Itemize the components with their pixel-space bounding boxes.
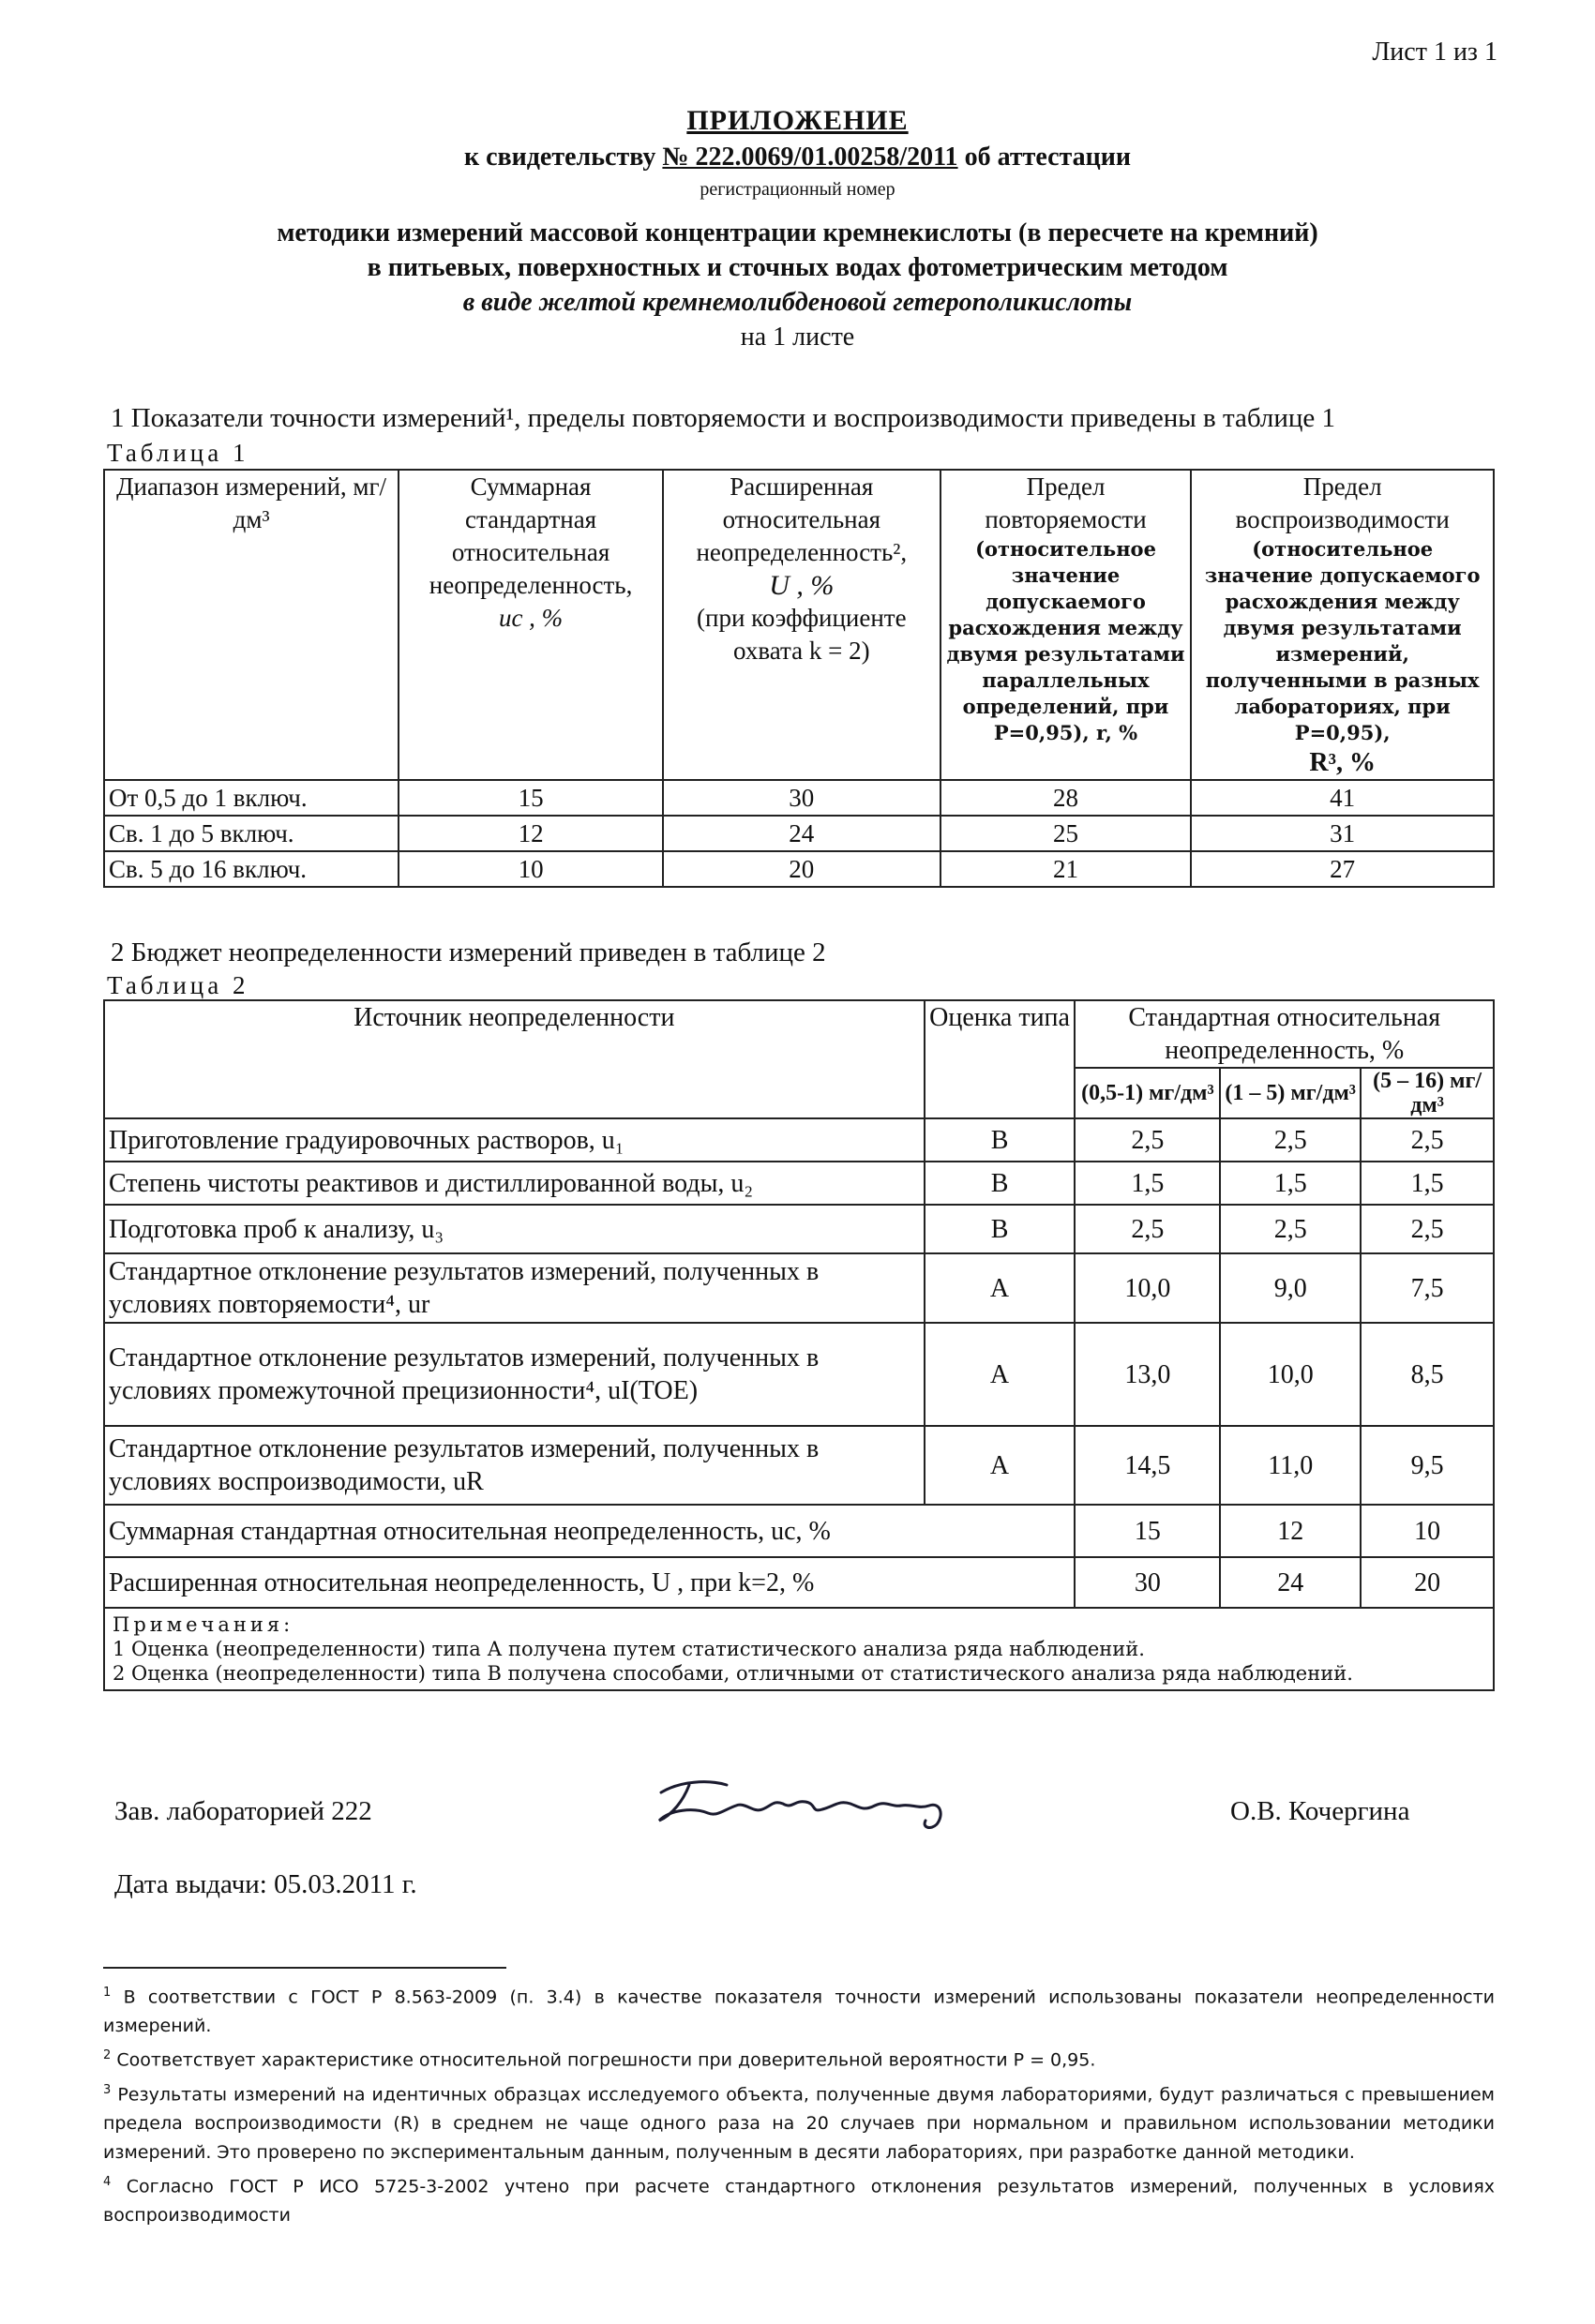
header-uc: Суммарная стандартная относительная неопределенность, uс , % [399, 470, 663, 780]
cell-type: A [925, 1426, 1076, 1505]
cell-R: 41 [1191, 780, 1494, 816]
cell-value: 14,5 [1075, 1426, 1220, 1505]
table-header-row [104, 1000, 1494, 1068]
cell-value: 2,5 [1220, 1205, 1361, 1253]
cell-type: B [925, 1162, 1076, 1205]
header-type: Оценка типа [925, 1000, 1076, 1118]
cell-source: Приготовление градуировочных растворов, u₁ [104, 1118, 925, 1162]
cell-value: 15 [1075, 1505, 1220, 1557]
table-row [104, 1323, 1494, 1426]
cell-source: Подготовка проб к анализу, u₃ [104, 1205, 925, 1253]
header-range-1: (0,5-1) мг/дм³ [1075, 1068, 1220, 1118]
signatory-position: Зав. лабораторией 222 [114, 1796, 372, 1826]
cell-value: 30 [1075, 1557, 1220, 1608]
cell-value: 2,5 [1361, 1118, 1494, 1162]
footnote-2: $^2$ Соответствует характеристике относительной погрешности при доверительной вероятности P = 0,95. [103, 2048, 1096, 2071]
cell-U: 20 [663, 851, 940, 887]
section-2-text: 2 Бюджет неопределенности измерений приведен в таблице 2 [111, 937, 826, 967]
cell-type: B [925, 1205, 1076, 1253]
cell-value: 2,5 [1075, 1205, 1220, 1253]
header-source: Источник неопределенности [104, 1000, 925, 1118]
table-2-caption: Таблица 2 [107, 971, 249, 999]
table-row [104, 1253, 1494, 1323]
cell-uc: 12 [399, 816, 663, 851]
handwritten-signature [652, 1772, 971, 1842]
cell-value: 8,5 [1361, 1323, 1494, 1426]
cert-suffix: об аттестации [957, 142, 1132, 172]
table-row [104, 1205, 1494, 1253]
registration-note: регистрационный номер [700, 179, 895, 200]
header-repeatability: Предел повторяемости (относительное значение допускаемого расхождения между двумя результатами параллельных определений, при P=0,95), r, % [940, 470, 1192, 780]
cell-value: 7,5 [1361, 1253, 1494, 1323]
cell-type: A [925, 1253, 1076, 1323]
header-range-2: (1 – 5) мг/дм³ [1220, 1068, 1361, 1118]
cell-range: От 0,5 до 1 включ. [104, 780, 399, 816]
note-1: 1 Оценка (неопределенности) типа А получена путем статистического анализа ряда наблюдений. [113, 1638, 1145, 1660]
cell-U: 30 [663, 780, 940, 816]
cell-value: 13,0 [1075, 1323, 1220, 1426]
table-row [104, 1118, 1494, 1162]
header-U: Расширенная относительная неопределенность², U , % (при коэффициенте охвата k = 2) [663, 470, 940, 780]
cell-value: 11,0 [1220, 1426, 1361, 1505]
cell-value: 9,0 [1220, 1253, 1361, 1323]
method-title [113, 216, 1482, 320]
cert-number: № 222.0069/01.00258/2011 [662, 142, 958, 172]
header-range: Диапазон измерений, мг/дм³ [104, 470, 399, 780]
cell-range: Св. 1 до 5 включ. [104, 816, 399, 851]
cell-source: Стандартное отклонение результатов измерений, полученных в условиях промежуточной прецизионности⁴, uI(TOE) [104, 1323, 925, 1426]
certificate-line [0, 142, 1595, 172]
method-title-line-2: в питьевых, поверхностных и сточных водах фотометрическим методом [367, 253, 1228, 282]
cell-value: 20 [1361, 1557, 1494, 1608]
sheet-number: Лист 1 из 1 [1372, 37, 1497, 67]
sheet-count: на 1 листе [740, 322, 855, 352]
cell-uc: 10 [399, 851, 663, 887]
table-row [104, 780, 1494, 816]
uncertainty-budget-table [103, 999, 1495, 1691]
section-1-text: 1 Показатели точности измерений¹, пределы повторяемости и воспроизводимости приведены в таблице 1 [111, 403, 1336, 433]
cell-type: A [925, 1323, 1076, 1426]
cell-R: 27 [1191, 851, 1494, 887]
cell-value: 9,5 [1361, 1426, 1494, 1505]
table-row [104, 1162, 1494, 1205]
cell-value: 1,5 [1220, 1162, 1361, 1205]
cell-range: Св. 5 до 16 включ. [104, 851, 399, 887]
cell-value: 1,5 [1361, 1162, 1494, 1205]
table-header-row [104, 470, 1494, 780]
header-std-uncertainty: Стандартная относительная неопределенность, % [1075, 1000, 1494, 1068]
method-title-line-1: методики измерений массовой концентрации кремнекислоты (в пересчете на кремний) [277, 218, 1318, 247]
cert-prefix: к свидетельству [463, 142, 663, 172]
footnote-1: $^1$ В соответствии с ГОСТ Р 8.563-2009 (п. 3.4) в качестве показателя точности измерений использованы показатели неопределенности измерений. [103, 1986, 1495, 2037]
cell-source: Степень чистоты реактивов и дистиллированной воды, u₂ [104, 1162, 925, 1205]
cell-value: 10 [1361, 1505, 1494, 1557]
footnote-divider [103, 1967, 506, 1969]
cell-value: 10,0 [1075, 1253, 1220, 1323]
note-2: 2 Оценка (неопределенности) типа В получена способами, отличными от статистического анализа ряда наблюдений. [113, 1662, 1353, 1685]
method-title-line-3: в виде желтой кремнемолибденовой гетерополикислоты [462, 288, 1133, 317]
footnotes [103, 1978, 1495, 2230]
header-range-3: (5 – 16) мг/дм³ [1361, 1068, 1494, 1118]
signatory-name: О.В. Кочергина [1230, 1796, 1410, 1826]
cell-value: 2,5 [1220, 1118, 1361, 1162]
cell-total-uc-label: Суммарная стандартная относительная неопределенность, uс, % [104, 1505, 1075, 1557]
accuracy-table [103, 469, 1495, 888]
table-row [104, 1426, 1494, 1505]
notes-title: Примечания: [113, 1613, 294, 1636]
issue-date: Дата выдачи: 05.03.2011 г. [114, 1869, 417, 1899]
cell-r: 28 [940, 780, 1192, 816]
footnote-3: $^3$ Результаты измерений на идентичных образцах исследуемого объекта, полученные двумя лабораториями, будут различаться с превышением предела воспроизводимости (R) в среднем не чаще одного раза на 20 случаев при нормальном и правильном использовании методики измерений. Это проверено по экспериментальным данным, полученным в десяти лабораториях, при разработке данной методики. [103, 2082, 1495, 2163]
table-row [104, 851, 1494, 887]
cell-value: 2,5 [1075, 1118, 1220, 1162]
cell-value: 2,5 [1361, 1205, 1494, 1253]
cell-value: 12 [1220, 1505, 1361, 1557]
cell-r: 25 [940, 816, 1192, 851]
cell-U: 24 [663, 816, 940, 851]
header-reproducibility: Предел воспроизводимости (относительное значение допускаемого расхождения между двумя результатами измерений, полученными в разных лабораториях, при P=0,95), R³, % [1191, 470, 1494, 780]
notes-cell [104, 1608, 1494, 1690]
document-title: ПРИЛОЖЕНИЕ [686, 105, 909, 136]
total-uc-row [104, 1505, 1494, 1557]
cell-R: 31 [1191, 816, 1494, 851]
cell-value: 24 [1220, 1557, 1361, 1608]
table-1-caption: Таблица 1 [107, 439, 249, 467]
cell-r: 21 [940, 851, 1192, 887]
cell-value: 1,5 [1075, 1162, 1220, 1205]
cell-expanded-label: Расширенная относительная неопределенность, U , при k=2, % [104, 1557, 1075, 1608]
cell-type: B [925, 1118, 1076, 1162]
footnote-4: $^4$ Согласно ГОСТ Р ИСО 5725-3-2002 учтено при расчете стандартного отклонения результатов измерений, полученных в условиях воспроизводимости [103, 2174, 1495, 2227]
cell-source: Стандартное отклонение результатов измерений, полученных в условиях повторяемости⁴, ur [104, 1253, 925, 1323]
cell-uc: 15 [399, 780, 663, 816]
expanded-uncertainty-row [104, 1557, 1494, 1608]
cell-value: 10,0 [1220, 1323, 1361, 1426]
cell-source: Стандартное отклонение результатов измерений, полученных в условиях воспроизводимости, uR [104, 1426, 925, 1505]
table-row [104, 816, 1494, 851]
notes-row [104, 1608, 1494, 1690]
